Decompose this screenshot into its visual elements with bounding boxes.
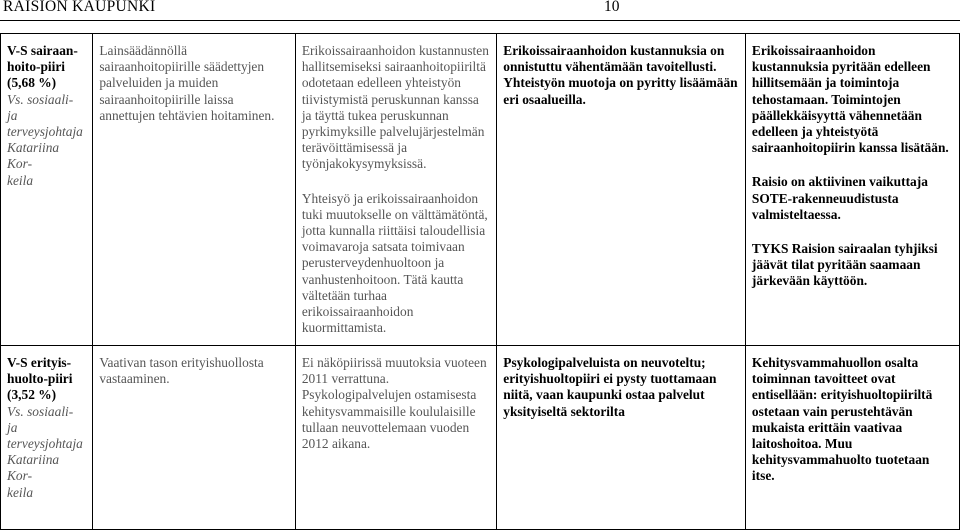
goal-paragraph: Yhteisyö ja erikoissairaanhoidon tuki muutokselle on välttämätöntä, jotta kunnalla riittäisi taloudellisia voimavaroja satsata toimivaan perusterveydenhuoltoon ja vanhustenhoitoon. Tätä kautta vältetään turhaa erikoissairaanhoidon kuormittamista. (301, 190, 488, 336)
unit-name-line: V-S erityis- (7, 354, 72, 370)
unit-share: (5,68 %) (7, 75, 57, 91)
unit-cell (1, 34, 93, 346)
task-cell (93, 345, 296, 529)
unit-name-line: hoito-piiri (7, 59, 66, 75)
unit-name-line: huolto-piiri (7, 371, 73, 387)
document-title: RAISION KAUPUNKI (3, 0, 156, 15)
table-row (1, 34, 960, 346)
action-paragraph: TYKS Raision sairaalan tyhjiksi jäävät tilat pyritään saamaan järkevään käyttöön. (751, 241, 938, 289)
responsible-line: keila (7, 484, 34, 500)
responsible-line: Katariina Kor- (7, 140, 60, 172)
task-text: Vaativan tason erityishuollosta vastaaminen. (99, 354, 264, 387)
assessment-cell (497, 34, 746, 346)
responsible-line: keila (7, 172, 34, 188)
unit-cell (1, 345, 93, 529)
task-cell (93, 34, 296, 346)
page-header (0, 0, 960, 22)
responsible-line: terveysjohtaja (7, 124, 83, 140)
goals-cell (295, 34, 496, 346)
action-paragraph: Raisio on aktiivinen vaikuttaja SOTE-rakenneuudistusta valmisteltaessa. (751, 174, 928, 222)
actions-cell (745, 34, 959, 346)
responsible-line: Katariina Kor- (7, 452, 60, 484)
assessment-text: Erikoissairaanhoidon kustannuksia on onnistuttu vähentämään tavoitellusti. Yhteistyön muotoja on pyritty lisäämään eri osaalueilla. (503, 43, 738, 107)
action-paragraph: Kehitysvammahuollon osalta toiminnan tavoitteet ovat entisellään: erityishuoltopiiriltä ostetaan vain perustehtävän mukaista erittäin vaativaa laitoshoitoa. Muu kehitysvammahuolto tuotetaan itse. (751, 354, 933, 484)
responsible-line: terveysjohtaja (7, 435, 83, 451)
task-text: Lainsäädännöllä sairaanhoitopiirille säädettyjen palveluiden ja muiden sairaanhoitopiirille laissa annettujen tehtävien hoitaminen. (99, 43, 275, 123)
goal-paragraph: Ei näköpiirissä muutoksia vuoteen 2011 verrattuna. Psykologipalvelujen ostamisesta kehitysvammaisille koululaisille tullaan neuvottelemaan vuoden 2012 aikana. (301, 354, 487, 451)
actions-cell (745, 345, 959, 529)
action-paragraph: Erikoissairaanhoidon kustannuksia pyritään edelleen hillitsemään ja toimintoja tehostamaan. Toimintojen päällekkäisyyttä vähennetään edelleen ja yhteistyötä sairaanhoitopiirin kanssa lisätään. (751, 43, 949, 156)
header-rule (0, 20, 960, 21)
responsible-line: Vs. sosiaali- ja (7, 91, 74, 123)
responsible-line: Vs. sosiaali- ja (7, 403, 74, 435)
goals-cell (295, 345, 496, 529)
unit-name-line: V-S sairaan- (7, 43, 78, 58)
page-number: 10 (604, 0, 620, 15)
assessment-text: Psykologipalveluista on neuvoteltu; erityishuoltopiiri ei pysty tuottamaan niitä, vaan kaupunki ostaa palvelut yksityiseltä sektorilta (503, 354, 717, 419)
unit-share: (3,52 %) (7, 387, 57, 403)
goal-paragraph: Erikoissairaanhoidon kustannusten hallitsemiseksi sairaanhoitopiiriltä odotetaan edelleen yhteistyön tiivistymistä peruskunnan kanssa ja täyttä tukea peruskunnan pyrkimyksille palvelujärjestelmän terävöittämisessä ja työnjakokysymyksissä. (301, 43, 489, 172)
plan-table (0, 33, 960, 530)
assessment-cell (497, 345, 746, 529)
table-row (1, 345, 960, 529)
